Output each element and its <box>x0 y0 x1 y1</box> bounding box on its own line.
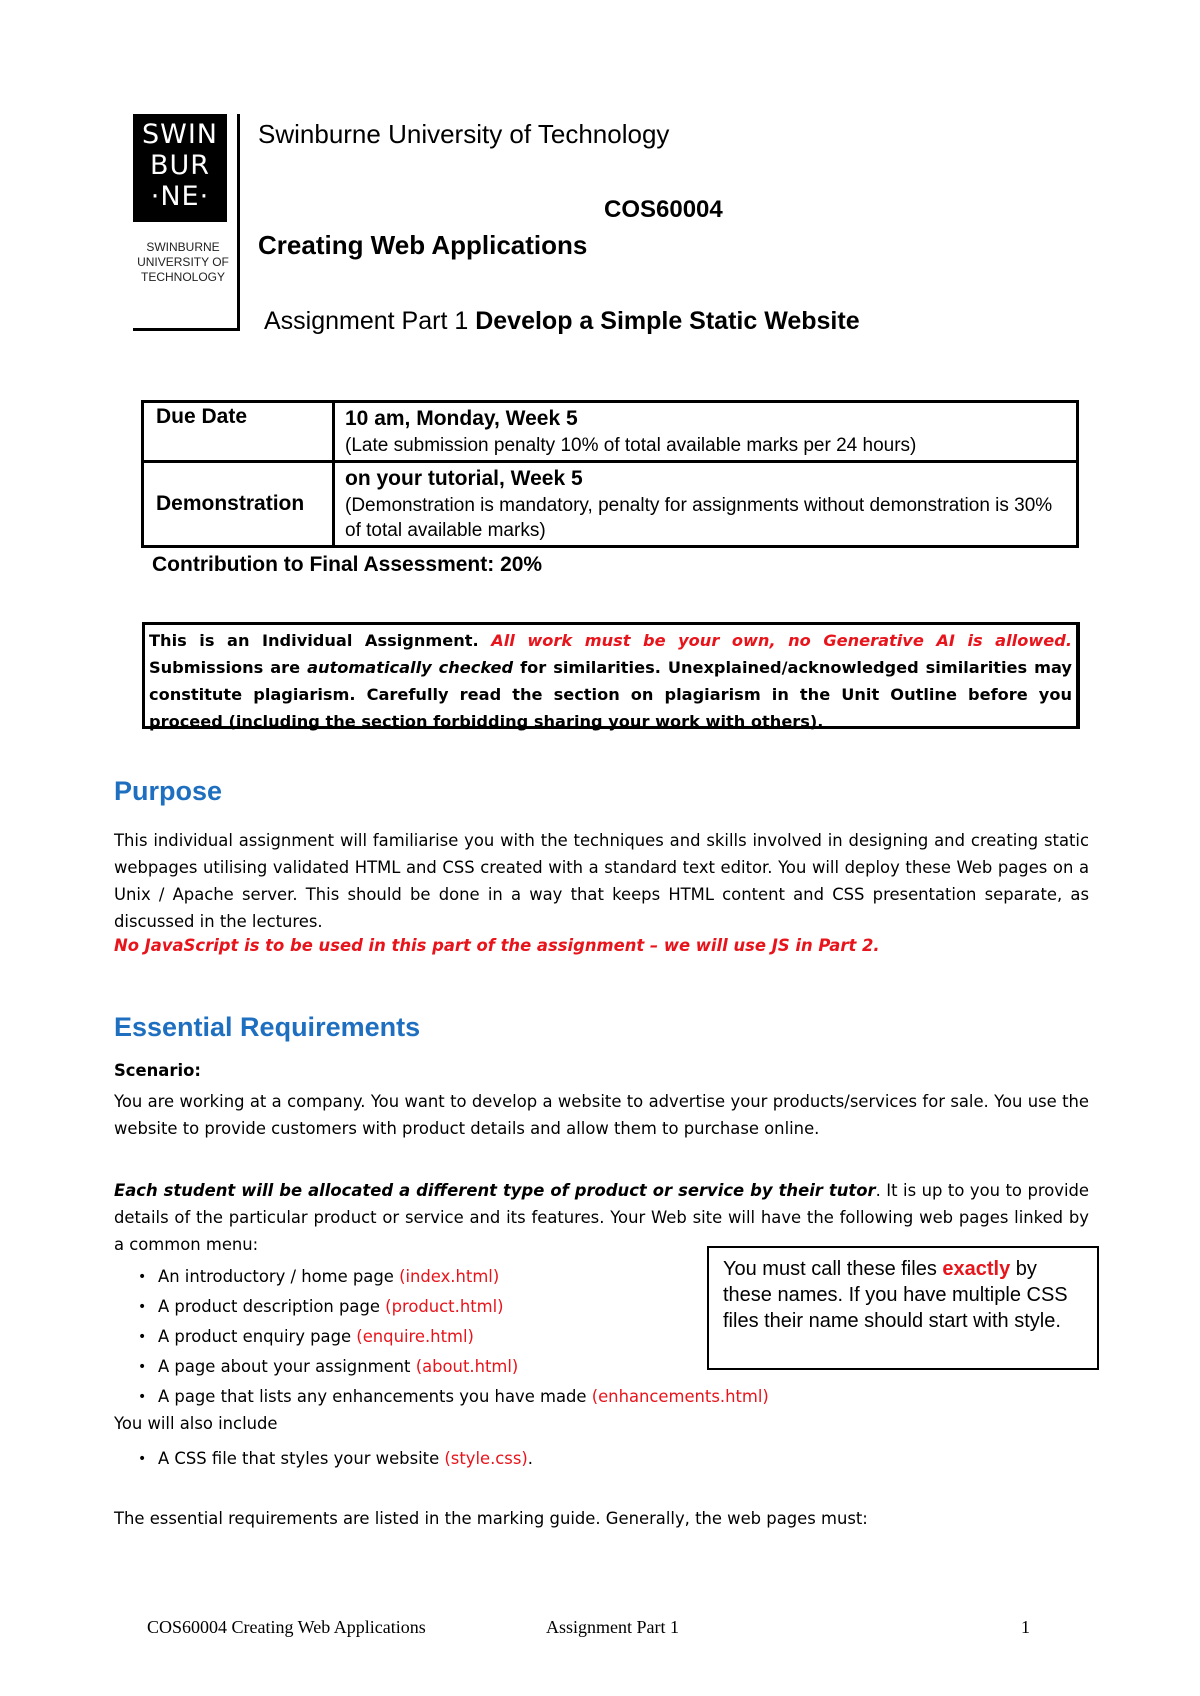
file-name: (product.html) <box>385 1297 504 1316</box>
individual-assignment-notice <box>142 622 1080 729</box>
logo-subtitle: SWINBURNE UNIVERSITY OF TECHNOLOGY <box>137 240 229 284</box>
also-include-text: You will also include <box>114 1414 278 1433</box>
due-date-value: 10 am, Monday, Week 5 <box>345 407 578 430</box>
notice-automatically-checked: automatically checked <box>307 658 514 677</box>
file-naming-note <box>707 1246 1099 1370</box>
demonstration-note: (Demonstration is mandatory, penalty for assignments without demonstration is 30% of total available marks) <box>345 495 1053 541</box>
allocation-emphasis: Each student will be allocated a different type of product or service by their tutor <box>114 1181 876 1200</box>
list-item <box>138 1322 769 1352</box>
file-name: (style.css) <box>444 1449 528 1468</box>
list-item <box>138 1352 769 1382</box>
required-files-list <box>138 1262 769 1412</box>
requirements-intro: The essential requirements are listed in the marking guide. Generally, the web pages must: <box>114 1509 868 1528</box>
logo-line-1: SWIN <box>142 119 218 150</box>
logo-line-2: BUR <box>149 150 211 181</box>
demonstration-cell <box>334 462 1078 547</box>
list-item <box>138 1292 769 1322</box>
file-name: (about.html) <box>415 1357 519 1376</box>
note-emphasis: exactly <box>942 1258 1011 1280</box>
notice-part-1: This is an Individual Assignment. <box>149 631 492 650</box>
unit-code: COS60004 <box>604 196 723 223</box>
assignment-name: Develop a Simple Static Website <box>475 307 860 335</box>
footer-unit: COS60004 Creating Web Applications <box>147 1617 426 1637</box>
note-after: by these names. If you have multiple CSS files their name should start with style. <box>723 1258 1068 1332</box>
list-item-text: A CSS file that styles your website <box>158 1449 445 1468</box>
scenario-paragraph: You are working at a company. You want to develop a website to advertise your products/services for sale. You use the website to provide customers with product details and allow them to purchase online. <box>114 1092 1089 1138</box>
university-name: Swinburne University of Technology <box>258 119 670 149</box>
due-date-label: Due Date <box>143 402 334 462</box>
essential-requirements-heading: Essential Requirements <box>114 1012 421 1042</box>
list-item-text: A page that lists any enhancements you have made <box>158 1387 592 1406</box>
assignment-title <box>264 307 860 336</box>
list-item-text: A product description page <box>158 1297 386 1316</box>
demonstration-label: Demonstration <box>143 462 334 547</box>
list-item-end: . <box>527 1449 534 1468</box>
logo-line-3: ·NE· <box>150 181 210 212</box>
unit-name: Creating Web Applications <box>258 230 588 260</box>
due-date-cell <box>334 402 1078 462</box>
scenario-label: Scenario: <box>114 1061 201 1080</box>
list-item <box>138 1444 533 1474</box>
file-name: (index.html) <box>399 1267 500 1286</box>
no-javascript-note: No JavaScript is to be used in this part of the assignment – we will use JS in Part 2. <box>114 936 880 955</box>
no-ai-warning: All work must be your own, no Generative AI is allowed. <box>491 631 1072 650</box>
list-item <box>138 1262 769 1292</box>
list-item-text: An introductory / home page <box>158 1267 400 1286</box>
page-number: 1 <box>1021 1617 1030 1637</box>
notice-part-5: for similarities. Unexplained/acknowledged similarities may constitute plagiarism. Carefully read the section on plagiarism in the Unit Outline before you proceed (including the section forbidding sharing your work with others). <box>149 658 1072 731</box>
list-item-text: A product enquiry page <box>158 1327 357 1346</box>
file-name: (enquire.html) <box>356 1327 474 1346</box>
list-item-text: A page about your assignment <box>158 1357 416 1376</box>
css-file-list <box>138 1444 533 1474</box>
allocation-text: . It is up to you to provide details of the particular product or service and its features. Your Web site will have the following web pages linked by a common menu: <box>114 1181 1090 1254</box>
swinburne-logo <box>133 114 227 222</box>
late-penalty-note: (Late submission penalty 10% of total available marks per 24 hours) <box>345 435 917 456</box>
file-name: (enhancements.html) <box>591 1387 769 1406</box>
purpose-heading: Purpose <box>114 776 223 806</box>
purpose-paragraph: This individual assignment will familiarise you with the techniques and skills involved in designing and creating static webpages utilising validated HTML and CSS created with a standard text editor. You will deploy these Web pages on a Unix / Apache server. This should be done in a way that keeps HTML content and CSS presentation separate, as discussed in the lectures. <box>114 831 1089 931</box>
notice-part-3: Submissions are <box>149 658 308 677</box>
note-before: You must call these files <box>723 1258 943 1280</box>
demonstration-value: on your tutorial, Week 5 <box>345 467 583 490</box>
contribution-text: Contribution to Final Assessment: 20% <box>152 553 543 576</box>
assignment-prefix: Assignment Part 1 <box>264 307 476 335</box>
footer-assignment: Assignment Part 1 <box>546 1617 679 1637</box>
due-date-table <box>141 400 1079 548</box>
list-item <box>138 1382 769 1412</box>
